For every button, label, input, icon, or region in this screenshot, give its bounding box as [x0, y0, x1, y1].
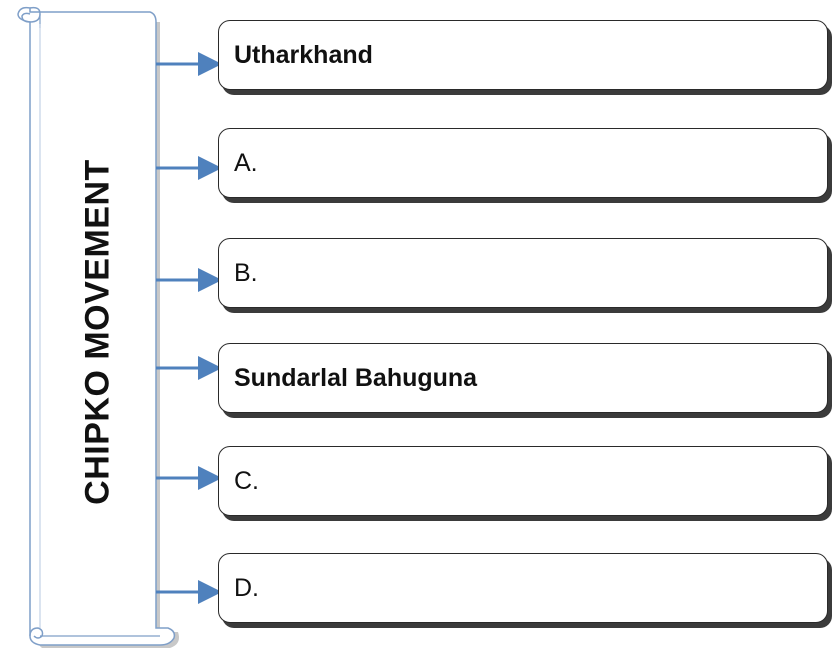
item-box-sundarlal-bahuguna: [218, 343, 828, 413]
item-text: A.: [234, 148, 258, 177]
item-box-d: [218, 553, 828, 623]
item-text: Utharkhand: [234, 40, 373, 69]
item-text: B.: [234, 258, 258, 287]
item-box-c: [218, 446, 828, 516]
item-text: Sundarlal Bahuguna: [234, 363, 478, 392]
item-text: C.: [234, 466, 259, 495]
item-box-a: [218, 128, 828, 198]
item-text: D.: [234, 573, 259, 602]
connector-arrows: [0, 0, 230, 657]
item-box-b: [218, 238, 828, 308]
scroll-title-text: CHIPKO MOVEMENT: [78, 159, 117, 505]
item-box-utharkhand: [218, 20, 828, 90]
